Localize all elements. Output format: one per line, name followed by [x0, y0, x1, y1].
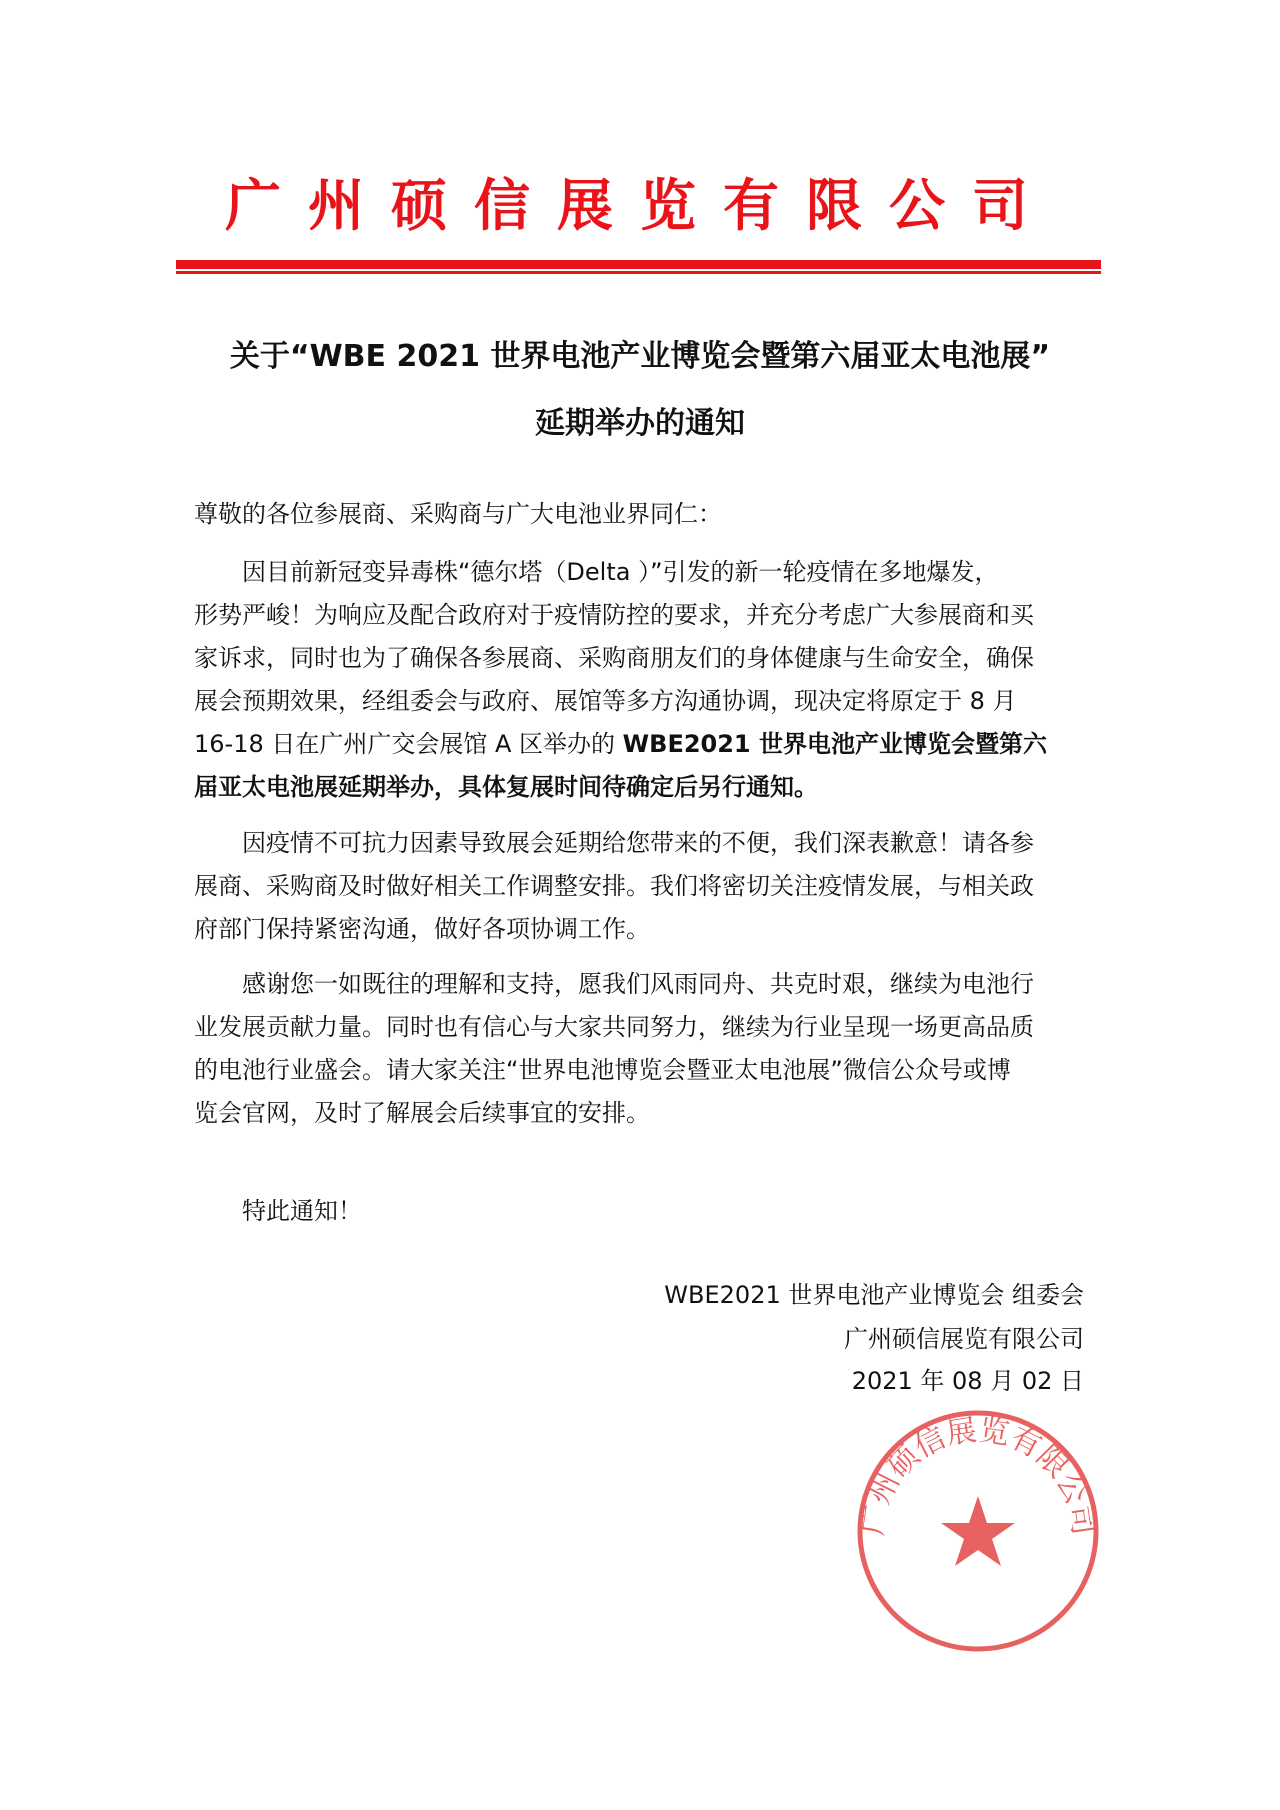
notice-title-line1: 关于“WBE 2021 世界电池产业博览会暨第六届亚太电池展” [229, 339, 1051, 374]
stamp-lettering: 广州硕信展览有限公司 [855, 1412, 1101, 1538]
paragraph1-line: 形势严峻！为响应及配合政府对于疫情防控的要求，并充分考虑广大参展商和买 [194, 601, 1034, 629]
paragraph1-line: 因目前新冠变异毒株“德尔塔（Delta ）”引发的新一轮疫情在多地爆发， [242, 558, 999, 586]
letterhead-company-name: 广州硕信展览有限公司 [225, 174, 1055, 239]
paragraph1-line: 展会预期效果，经组委会与政府、展馆等多方沟通协调，现决定将原定于 8 月 [194, 687, 1017, 715]
company-seal-stamp [855, 1408, 1101, 1654]
paragraph2-line: 展商、采购商及时做好相关工作调整安排。我们将密切关注疫情发展，与相关政 [194, 872, 1034, 900]
paragraph3-line: 业发展贡献力量。同时也有信心与大家共同努力，继续为行业呈现一场更高品质 [194, 1013, 1034, 1041]
paragraph2-line: 府部门保持紧密沟通，做好各项协调工作。 [194, 915, 650, 943]
paragraph3-line: 的电池行业盛会。请大家关注“世界电池博览会暨亚太电池展”微信公众号或博 [194, 1056, 1011, 1084]
paragraph1-line [194, 727, 1084, 761]
paragraph2-line: 因疫情不可抗力因素导致展会延期给您带来的不便，我们深表歉意！请各参 [242, 829, 1034, 857]
signature-date: 2021 年 08 月 02 日 [851, 1367, 1084, 1395]
notice-title-line2: 延期举办的通知 [535, 406, 745, 441]
closing-text: 特此通知！ [242, 1197, 362, 1225]
paragraph3-line: 感谢您一如既往的理解和支持，愿我们风雨同舟、共克时艰，继续为电池行 [242, 970, 1034, 998]
letterhead-rule-thick [176, 260, 1101, 269]
paragraph1-bold-text: WBE2021 世界电池产业博览会暨第六 [622, 730, 1047, 758]
paragraph1-line: 家诉求，同时也为了确保各参展商、采购商朋友们的身体健康与生命安全，确保 [194, 644, 1034, 672]
letterhead-rule-thin [176, 271, 1101, 274]
signature-organizer: WBE2021 世界电池产业博览会 组委会 [664, 1281, 1084, 1309]
signature-company: 广州硕信展览有限公司 [844, 1325, 1084, 1353]
paragraph1-text: 16-18 日在广州广交会展馆 A 区举办的 [194, 730, 623, 758]
stamp-star-icon [941, 1496, 1015, 1566]
greeting: 尊敬的各位参展商、采购商与广大电池业界同仁： [194, 500, 722, 528]
paragraph1-bold-line: 届亚太电池展延期举办，具体复展时间待确定后另行通知。 [194, 773, 818, 801]
paragraph3-line: 览会官网，及时了解展会后续事宜的安排。 [194, 1099, 650, 1127]
